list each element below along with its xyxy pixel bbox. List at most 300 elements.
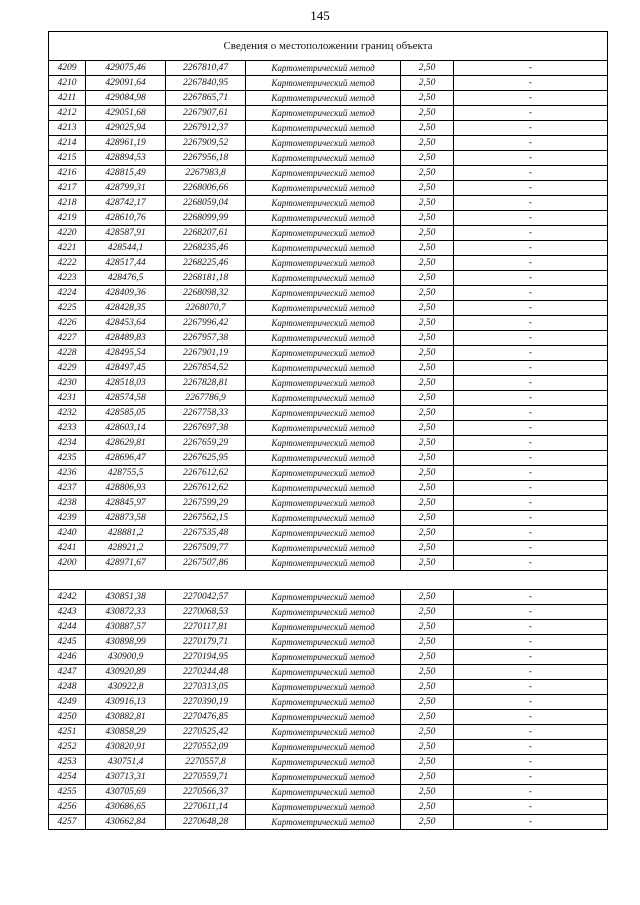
- y-coordinate-cell: 2270476,85: [166, 710, 246, 725]
- y-coordinate-cell: 2270313,05: [166, 680, 246, 695]
- accuracy-cell: 2,50: [401, 650, 454, 665]
- accuracy-cell: 2,50: [401, 635, 454, 650]
- point-number-cell: 4209: [49, 61, 86, 76]
- table-row: [49, 800, 608, 815]
- y-coordinate-cell: 2270117,81: [166, 620, 246, 635]
- y-coordinate-cell: 2270390,19: [166, 695, 246, 710]
- table-row: [49, 61, 608, 76]
- x-coordinate-cell: 428489,83: [86, 331, 166, 346]
- x-coordinate-cell: 428428,35: [86, 301, 166, 316]
- point-number-cell: 4222: [49, 256, 86, 271]
- y-coordinate-cell: 2268207,61: [166, 226, 246, 241]
- x-coordinate-cell: 430686,65: [86, 800, 166, 815]
- y-coordinate-cell: 2270042,57: [166, 590, 246, 605]
- y-coordinate-cell: 2267996,42: [166, 316, 246, 331]
- y-coordinate-cell: 2270068,53: [166, 605, 246, 620]
- x-coordinate-cell: 430713,31: [86, 770, 166, 785]
- table-row: [49, 301, 608, 316]
- method-cell: Картометрический метод: [246, 496, 401, 511]
- table-title-row: [49, 32, 608, 61]
- x-coordinate-cell: 428894,53: [86, 151, 166, 166]
- accuracy-cell: 2,50: [401, 725, 454, 740]
- note-cell: -: [454, 151, 608, 166]
- y-coordinate-cell: 2268235,46: [166, 241, 246, 256]
- x-coordinate-cell: 428587,91: [86, 226, 166, 241]
- page-number: 145: [310, 8, 330, 23]
- note-cell: -: [454, 800, 608, 815]
- y-coordinate-cell: 2268225,46: [166, 256, 246, 271]
- y-coordinate-cell: 2267758,33: [166, 406, 246, 421]
- y-coordinate-cell: 2270611,14: [166, 800, 246, 815]
- method-cell: Картометрический метод: [246, 376, 401, 391]
- accuracy-cell: 2,50: [401, 61, 454, 76]
- note-cell: -: [454, 770, 608, 785]
- accuracy-cell: 2,50: [401, 466, 454, 481]
- x-coordinate-cell: 428497,45: [86, 361, 166, 376]
- accuracy-cell: 2,50: [401, 406, 454, 421]
- note-cell: -: [454, 541, 608, 556]
- x-coordinate-cell: 430872,33: [86, 605, 166, 620]
- table-row: [49, 466, 608, 481]
- x-coordinate-cell: 428845,97: [86, 496, 166, 511]
- accuracy-cell: 2,50: [401, 800, 454, 815]
- note-cell: -: [454, 635, 608, 650]
- y-coordinate-cell: 2270525,42: [166, 725, 246, 740]
- method-cell: Картометрический метод: [246, 241, 401, 256]
- accuracy-cell: 2,50: [401, 590, 454, 605]
- accuracy-cell: 2,50: [401, 755, 454, 770]
- x-coordinate-cell: 429091,64: [86, 76, 166, 91]
- point-number-cell: 4225: [49, 301, 86, 316]
- y-coordinate-cell: 2268006,66: [166, 181, 246, 196]
- point-number-cell: 4213: [49, 121, 86, 136]
- y-coordinate-cell: 2267697,38: [166, 421, 246, 436]
- point-number-cell: 4230: [49, 376, 86, 391]
- table-row: [49, 256, 608, 271]
- method-cell: Картометрический метод: [246, 406, 401, 421]
- point-number-cell: 4242: [49, 590, 86, 605]
- accuracy-cell: 2,50: [401, 181, 454, 196]
- x-coordinate-cell: 428629,81: [86, 436, 166, 451]
- note-cell: -: [454, 605, 608, 620]
- table-row: [49, 151, 608, 166]
- y-coordinate-cell: 2267810,47: [166, 61, 246, 76]
- method-cell: Картометрический метод: [246, 196, 401, 211]
- method-cell: Картометрический метод: [246, 755, 401, 770]
- method-cell: Картометрический метод: [246, 301, 401, 316]
- point-number-cell: 4229: [49, 361, 86, 376]
- table-row: [49, 271, 608, 286]
- table-row: [49, 166, 608, 181]
- accuracy-cell: 2,50: [401, 376, 454, 391]
- y-coordinate-cell: 2270244,48: [166, 665, 246, 680]
- separator-row: [49, 571, 608, 590]
- method-cell: Картометрический метод: [246, 91, 401, 106]
- point-number-cell: 4255: [49, 785, 86, 800]
- accuracy-cell: 2,50: [401, 710, 454, 725]
- x-coordinate-cell: 428873,58: [86, 511, 166, 526]
- table-row: [49, 406, 608, 421]
- x-coordinate-cell: 430898,99: [86, 635, 166, 650]
- note-cell: -: [454, 226, 608, 241]
- note-cell: -: [454, 136, 608, 151]
- point-number-cell: 4218: [49, 196, 86, 211]
- x-coordinate-cell: 428610,76: [86, 211, 166, 226]
- x-coordinate-cell: 428409,36: [86, 286, 166, 301]
- method-cell: Картометрический метод: [246, 61, 401, 76]
- accuracy-cell: 2,50: [401, 526, 454, 541]
- point-number-cell: 4233: [49, 421, 86, 436]
- accuracy-cell: 2,50: [401, 496, 454, 511]
- note-cell: -: [454, 121, 608, 136]
- x-coordinate-cell: 428961,19: [86, 136, 166, 151]
- accuracy-cell: 2,50: [401, 740, 454, 755]
- y-coordinate-cell: 2267507,86: [166, 556, 246, 571]
- accuracy-cell: 2,50: [401, 770, 454, 785]
- table-row: [49, 710, 608, 725]
- note-cell: -: [454, 451, 608, 466]
- accuracy-cell: 2,50: [401, 166, 454, 181]
- point-number-cell: 4247: [49, 665, 86, 680]
- y-coordinate-cell: 2268098,32: [166, 286, 246, 301]
- method-cell: Картометрический метод: [246, 695, 401, 710]
- y-coordinate-cell: 2270559,71: [166, 770, 246, 785]
- note-cell: -: [454, 166, 608, 181]
- point-number-cell: 4231: [49, 391, 86, 406]
- note-cell: -: [454, 406, 608, 421]
- x-coordinate-cell: 428453,64: [86, 316, 166, 331]
- table-row: [49, 286, 608, 301]
- y-coordinate-cell: 2267957,38: [166, 331, 246, 346]
- method-cell: Картометрический метод: [246, 271, 401, 286]
- y-coordinate-cell: 2270557,8: [166, 755, 246, 770]
- note-cell: -: [454, 526, 608, 541]
- accuracy-cell: 2,50: [401, 301, 454, 316]
- method-cell: Картометрический метод: [246, 256, 401, 271]
- accuracy-cell: 2,50: [401, 211, 454, 226]
- note-cell: -: [454, 106, 608, 121]
- method-cell: Картометрический метод: [246, 211, 401, 226]
- note-cell: -: [454, 436, 608, 451]
- table-row: [49, 376, 608, 391]
- accuracy-cell: 2,50: [401, 91, 454, 106]
- y-coordinate-cell: 2267659,29: [166, 436, 246, 451]
- table-row: [49, 361, 608, 376]
- note-cell: -: [454, 421, 608, 436]
- method-cell: Картометрический метод: [246, 620, 401, 635]
- note-cell: -: [454, 271, 608, 286]
- point-number-cell: 4236: [49, 466, 86, 481]
- y-coordinate-cell: 2270194,95: [166, 650, 246, 665]
- table-row: [49, 665, 608, 680]
- accuracy-cell: 2,50: [401, 241, 454, 256]
- note-cell: -: [454, 211, 608, 226]
- y-coordinate-cell: 2268070,7: [166, 301, 246, 316]
- method-cell: Картометрический метод: [246, 151, 401, 166]
- note-cell: -: [454, 286, 608, 301]
- note-cell: -: [454, 241, 608, 256]
- note-cell: -: [454, 511, 608, 526]
- accuracy-cell: 2,50: [401, 695, 454, 710]
- y-coordinate-cell: 2270566,37: [166, 785, 246, 800]
- x-coordinate-cell: 429075,46: [86, 61, 166, 76]
- point-number-cell: 4243: [49, 605, 86, 620]
- note-cell: -: [454, 256, 608, 271]
- x-coordinate-cell: 428806,93: [86, 481, 166, 496]
- point-number-cell: 4212: [49, 106, 86, 121]
- table-row: [49, 241, 608, 256]
- point-number-cell: 4211: [49, 91, 86, 106]
- point-number-cell: 4232: [49, 406, 86, 421]
- accuracy-cell: 2,50: [401, 421, 454, 436]
- point-number-cell: 4256: [49, 800, 86, 815]
- point-number-cell: 4240: [49, 526, 86, 541]
- x-coordinate-cell: 428742,17: [86, 196, 166, 211]
- point-number-cell: 4214: [49, 136, 86, 151]
- y-coordinate-cell: 2268099,99: [166, 211, 246, 226]
- accuracy-cell: 2,50: [401, 511, 454, 526]
- method-cell: Картометрический метод: [246, 361, 401, 376]
- point-number-cell: 4253: [49, 755, 86, 770]
- table-row: [49, 605, 608, 620]
- point-number-cell: 4235: [49, 451, 86, 466]
- note-cell: -: [454, 665, 608, 680]
- table-row: [49, 181, 608, 196]
- x-coordinate-cell: 430900,9: [86, 650, 166, 665]
- y-coordinate-cell: 2267828,81: [166, 376, 246, 391]
- accuracy-cell: 2,50: [401, 391, 454, 406]
- note-cell: -: [454, 331, 608, 346]
- table-row: [49, 541, 608, 556]
- table-row: [49, 680, 608, 695]
- method-cell: Картометрический метод: [246, 590, 401, 605]
- table-row: [49, 421, 608, 436]
- y-coordinate-cell: 2267509,77: [166, 541, 246, 556]
- note-cell: -: [454, 755, 608, 770]
- note-cell: -: [454, 391, 608, 406]
- point-number-cell: 4237: [49, 481, 86, 496]
- note-cell: -: [454, 196, 608, 211]
- accuracy-cell: 2,50: [401, 256, 454, 271]
- x-coordinate-cell: 430882,81: [86, 710, 166, 725]
- x-coordinate-cell: 428696,47: [86, 451, 166, 466]
- method-cell: Картометрический метод: [246, 770, 401, 785]
- table-row: [49, 121, 608, 136]
- note-cell: -: [454, 301, 608, 316]
- note-cell: -: [454, 680, 608, 695]
- y-coordinate-cell: 2270648,28: [166, 815, 246, 830]
- y-coordinate-cell: 2267865,71: [166, 91, 246, 106]
- method-cell: Картометрический метод: [246, 680, 401, 695]
- note-cell: -: [454, 181, 608, 196]
- x-coordinate-cell: 428799,31: [86, 181, 166, 196]
- point-number-cell: 4252: [49, 740, 86, 755]
- point-number-cell: 4234: [49, 436, 86, 451]
- point-number-cell: 4251: [49, 725, 86, 740]
- x-coordinate-cell: 428585,05: [86, 406, 166, 421]
- point-number-cell: 4217: [49, 181, 86, 196]
- note-cell: -: [454, 590, 608, 605]
- x-coordinate-cell: 430916,13: [86, 695, 166, 710]
- table-row: [49, 91, 608, 106]
- method-cell: Картометрический метод: [246, 605, 401, 620]
- table-row: [49, 725, 608, 740]
- point-number-cell: 4257: [49, 815, 86, 830]
- note-cell: -: [454, 620, 608, 635]
- accuracy-cell: 2,50: [401, 226, 454, 241]
- note-cell: -: [454, 376, 608, 391]
- accuracy-cell: 2,50: [401, 620, 454, 635]
- method-cell: Картометрический метод: [246, 166, 401, 181]
- table-row: [49, 346, 608, 361]
- method-cell: Картометрический метод: [246, 331, 401, 346]
- x-coordinate-cell: 430851,38: [86, 590, 166, 605]
- method-cell: Картометрический метод: [246, 136, 401, 151]
- accuracy-cell: 2,50: [401, 680, 454, 695]
- note-cell: -: [454, 316, 608, 331]
- table-row: [49, 650, 608, 665]
- point-number-cell: 4215: [49, 151, 86, 166]
- table-row: [49, 511, 608, 526]
- point-number-cell: 4223: [49, 271, 86, 286]
- point-number-cell: 4246: [49, 650, 86, 665]
- note-cell: -: [454, 61, 608, 76]
- note-cell: -: [454, 481, 608, 496]
- accuracy-cell: 2,50: [401, 556, 454, 571]
- x-coordinate-cell: 430920,89: [86, 665, 166, 680]
- y-coordinate-cell: 2267612,62: [166, 466, 246, 481]
- note-cell: -: [454, 76, 608, 91]
- y-coordinate-cell: 2267983,8: [166, 166, 246, 181]
- method-cell: Картометрический метод: [246, 725, 401, 740]
- point-number-cell: 4241: [49, 541, 86, 556]
- point-number-cell: 4249: [49, 695, 86, 710]
- x-coordinate-cell: 428518,03: [86, 376, 166, 391]
- y-coordinate-cell: 2267854,52: [166, 361, 246, 376]
- point-number-cell: 4250: [49, 710, 86, 725]
- y-coordinate-cell: 2270552,09: [166, 740, 246, 755]
- accuracy-cell: 2,50: [401, 271, 454, 286]
- method-cell: Картометрический метод: [246, 106, 401, 121]
- x-coordinate-cell: 430887,57: [86, 620, 166, 635]
- y-coordinate-cell: 2267535,48: [166, 526, 246, 541]
- accuracy-cell: 2,50: [401, 451, 454, 466]
- x-coordinate-cell: 428815,49: [86, 166, 166, 181]
- method-cell: Картометрический метод: [246, 181, 401, 196]
- accuracy-cell: 2,50: [401, 121, 454, 136]
- y-coordinate-cell: 2267786,9: [166, 391, 246, 406]
- accuracy-cell: 2,50: [401, 286, 454, 301]
- method-cell: Картометрический метод: [246, 526, 401, 541]
- note-cell: -: [454, 710, 608, 725]
- note-cell: -: [454, 740, 608, 755]
- x-coordinate-cell: 429084,98: [86, 91, 166, 106]
- y-coordinate-cell: 2267901,19: [166, 346, 246, 361]
- table-row: [49, 391, 608, 406]
- accuracy-cell: 2,50: [401, 361, 454, 376]
- table-row: [49, 785, 608, 800]
- accuracy-cell: 2,50: [401, 151, 454, 166]
- method-cell: Картометрический метод: [246, 815, 401, 830]
- accuracy-cell: 2,50: [401, 331, 454, 346]
- point-number-cell: 4245: [49, 635, 86, 650]
- x-coordinate-cell: 430662,84: [86, 815, 166, 830]
- method-cell: Картометрический метод: [246, 121, 401, 136]
- table-row: [49, 635, 608, 650]
- point-number-cell: 4244: [49, 620, 86, 635]
- note-cell: -: [454, 725, 608, 740]
- point-number-cell: 4219: [49, 211, 86, 226]
- accuracy-cell: 2,50: [401, 346, 454, 361]
- x-coordinate-cell: 428517,44: [86, 256, 166, 271]
- table-row: [49, 136, 608, 151]
- table-row: [49, 556, 608, 571]
- table-row: [49, 481, 608, 496]
- y-coordinate-cell: 2267625,95: [166, 451, 246, 466]
- x-coordinate-cell: 429051,68: [86, 106, 166, 121]
- method-cell: Картометрический метод: [246, 785, 401, 800]
- x-coordinate-cell: 428921,2: [86, 541, 166, 556]
- method-cell: Картометрический метод: [246, 451, 401, 466]
- y-coordinate-cell: 2267562,15: [166, 511, 246, 526]
- method-cell: Картометрический метод: [246, 421, 401, 436]
- point-number-cell: 4216: [49, 166, 86, 181]
- point-number-cell: 4210: [49, 76, 86, 91]
- separator-cell: [49, 571, 608, 590]
- point-number-cell: 4221: [49, 241, 86, 256]
- y-coordinate-cell: 2268059,04: [166, 196, 246, 211]
- note-cell: -: [454, 346, 608, 361]
- note-cell: -: [454, 815, 608, 830]
- x-coordinate-cell: 428476,5: [86, 271, 166, 286]
- y-coordinate-cell: 2268181,18: [166, 271, 246, 286]
- point-number-cell: 4254: [49, 770, 86, 785]
- accuracy-cell: 2,50: [401, 605, 454, 620]
- method-cell: Картометрический метод: [246, 635, 401, 650]
- method-cell: Картометрический метод: [246, 665, 401, 680]
- method-cell: Картометрический метод: [246, 466, 401, 481]
- accuracy-cell: 2,50: [401, 316, 454, 331]
- note-cell: -: [454, 91, 608, 106]
- x-coordinate-cell: 430820,91: [86, 740, 166, 755]
- x-coordinate-cell: 430922,8: [86, 680, 166, 695]
- y-coordinate-cell: 2267909,52: [166, 136, 246, 151]
- note-cell: -: [454, 785, 608, 800]
- point-number-cell: 4226: [49, 316, 86, 331]
- table-row: [49, 695, 608, 710]
- point-number-cell: 4220: [49, 226, 86, 241]
- y-coordinate-cell: 2267956,18: [166, 151, 246, 166]
- note-cell: -: [454, 361, 608, 376]
- y-coordinate-cell: 2267612,62: [166, 481, 246, 496]
- x-coordinate-cell: 430705,69: [86, 785, 166, 800]
- x-coordinate-cell: 428574,58: [86, 391, 166, 406]
- y-coordinate-cell: 2270179,71: [166, 635, 246, 650]
- table-row: [49, 451, 608, 466]
- accuracy-cell: 2,50: [401, 541, 454, 556]
- point-number-cell: 4228: [49, 346, 86, 361]
- note-cell: -: [454, 650, 608, 665]
- x-coordinate-cell: 430858,29: [86, 725, 166, 740]
- table-row: [49, 815, 608, 830]
- table-row: [49, 331, 608, 346]
- x-coordinate-cell: 429025,94: [86, 121, 166, 136]
- x-coordinate-cell: 428971,67: [86, 556, 166, 571]
- method-cell: Картометрический метод: [246, 710, 401, 725]
- x-coordinate-cell: 428544,1: [86, 241, 166, 256]
- accuracy-cell: 2,50: [401, 76, 454, 91]
- table-row: [49, 770, 608, 785]
